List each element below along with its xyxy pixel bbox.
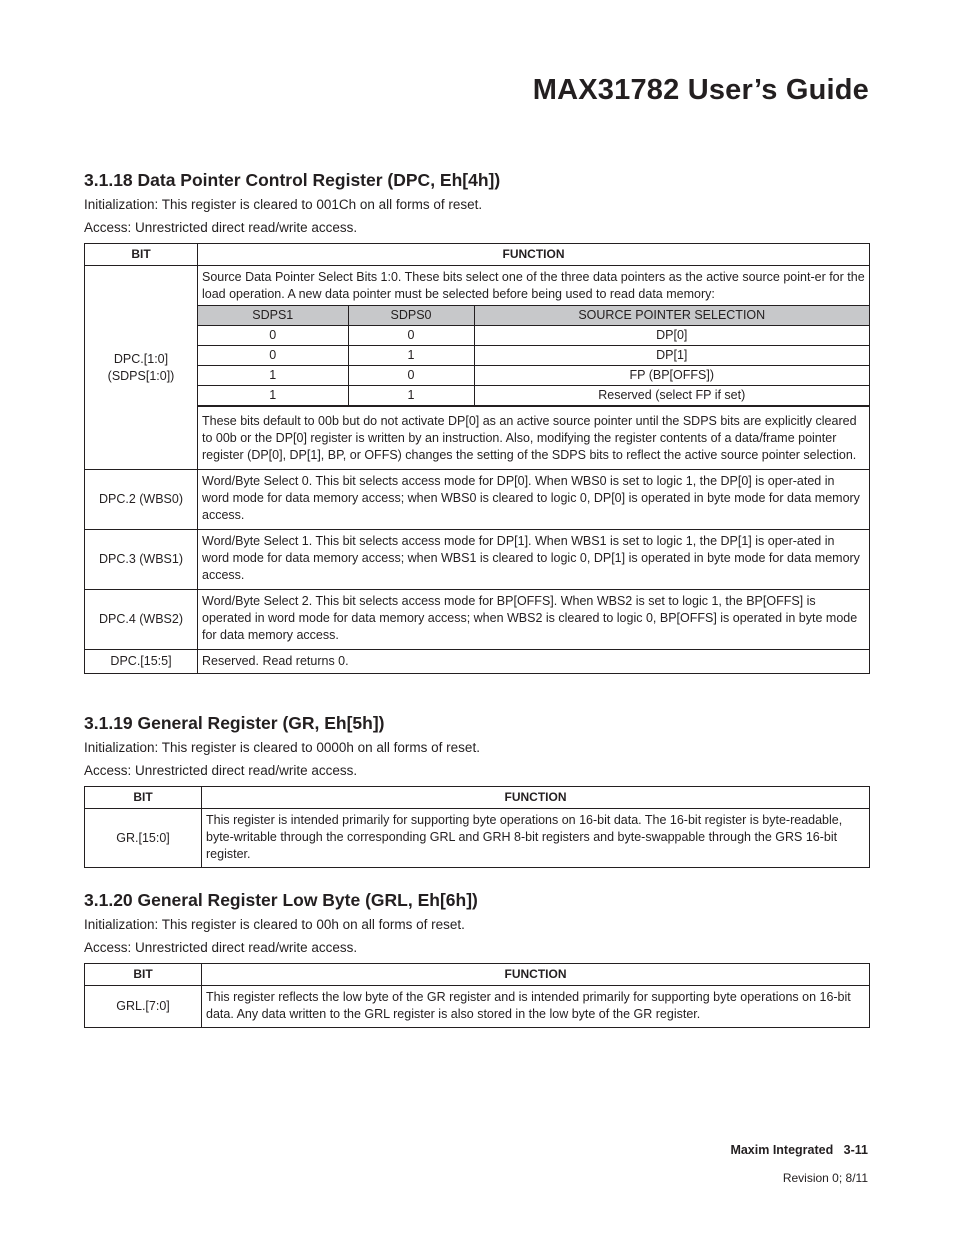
gr-table [84, 786, 870, 868]
sdps-row [198, 366, 869, 386]
dpc-row-function: Word/Byte Select 2. This bit selects access mode for BP[OFFS]. When WBS2 is set to logic 1, the BP[OFFS] is operated in word mode for data memory access; when WBS2 is cleared to logic 0, BP[OFFS] is operated in byte mode for data memory access. [198, 590, 870, 650]
sdps-cell: 0 [198, 326, 348, 346]
dpc-row-bit: DPC.4 (WBS2) [85, 590, 198, 650]
gr-heading: 3.1.19 General Register (GR, Eh[5h]) [84, 713, 385, 733]
sdps-cell: FP (BP[OFFS]) [474, 366, 869, 386]
grl-access: Access: Unrestricted direct read/write access. [84, 940, 358, 955]
dpc-row [85, 590, 870, 650]
gr-initialization: Initialization: This register is cleared to 0000h on all forms of reset. [84, 740, 480, 755]
gr-row [85, 809, 870, 868]
gr-section [84, 713, 870, 868]
sdps-cell: DP[0] [474, 326, 869, 346]
grl-section [84, 890, 870, 1028]
grl-table [84, 963, 870, 1028]
dpc-row-bit: DPC.2 (WBS0) [85, 470, 198, 530]
dpc-sdps-subtable-cell [198, 305, 870, 407]
grl-row [85, 986, 870, 1028]
dpc-row-bit: DPC.3 (WBS1) [85, 530, 198, 590]
sdps-selection-table [198, 305, 869, 406]
gr-col-function: FUNCTION [202, 787, 870, 809]
dpc-col-function: FUNCTION [198, 244, 870, 266]
sdps-cell: 0 [348, 366, 474, 386]
grl-col-bit: BIT [85, 964, 202, 986]
grl-initialization: Initialization: This register is cleared to 00h on all forms of reset. [84, 917, 465, 932]
dpc-sdps-bit-line2: (SDPS[1:0]) [107, 368, 175, 383]
dpc-section [84, 170, 870, 674]
dpc-row [85, 470, 870, 530]
sdps-cell: 1 [198, 386, 348, 406]
sdps-row [198, 386, 869, 406]
sdps-col-sdps1: SDPS1 [198, 306, 348, 326]
sdps-cell: 1 [198, 366, 348, 386]
dpc-row [85, 530, 870, 590]
sdps-cell: DP[1] [474, 346, 869, 366]
dpc-heading: 3.1.18 Data Pointer Control Register (DPC, Eh[4h]) [84, 170, 501, 190]
dpc-row-function: Word/Byte Select 0. This bit selects access mode for DP[0]. When WBS0 is set to logic 1, the DP[0] is oper-ated in word mode for data memory access; when WBS0 is cleared to logic 0, DP[0] is operated in byte mode for data memory access. [198, 470, 870, 530]
grl-row-bit: GRL.[7:0] [85, 986, 202, 1028]
sdps-cell: 0 [198, 346, 348, 366]
dpc-col-bit: BIT [85, 244, 198, 266]
dpc-row-function: Reserved. Read returns 0. [198, 650, 870, 674]
gr-access: Access: Unrestricted direct read/write access. [84, 763, 358, 778]
grl-col-function: FUNCTION [202, 964, 870, 986]
dpc-row [85, 650, 870, 674]
dpc-sdps-bit [85, 266, 198, 470]
footer-company-page: Maxim Integrated 3-11 [730, 1143, 868, 1157]
dpc-row-bit: DPC.[15:5] [85, 650, 198, 674]
sdps-row [198, 346, 869, 366]
dpc-sdps-intro: Source Data Pointer Select Bits 1:0. These bits select one of the three data pointers as the active source point-er for the load operation. A new data pointer must be selected before being used to read data memory: [198, 266, 870, 306]
sdps-row [198, 326, 869, 346]
dpc-sdps-bit-line1: DPC.[1:0] [113, 351, 169, 366]
sdps-cell: 1 [348, 346, 474, 366]
dpc-initialization: Initialization: This register is cleared to 001Ch on all forms of reset. [84, 197, 483, 212]
dpc-access: Access: Unrestricted direct read/write access. [84, 220, 358, 235]
gr-row-function: This register is intended primarily for supporting byte operations on 16-bit data. The 16-bit register is byte-readable, byte-writable through the corresponding GRL and GRH 8-bit registers and byte-swappable through the GRS 16-bit register. [202, 809, 870, 868]
dpc-table [84, 243, 870, 674]
sdps-col-sdps0: SDPS0 [348, 306, 474, 326]
grl-heading: 3.1.20 General Register Low Byte (GRL, Eh[6h]) [84, 890, 478, 910]
sdps-cell: Reserved (select FP if set) [474, 386, 869, 406]
dpc-row-function: Word/Byte Select 1. This bit selects access mode for DP[1]. When WBS1 is set to logic 1, the DP[1] is oper-ated in word mode for data memory access; when WBS1 is cleared to logic 0, DP[1] is operated in byte mode for data memory access. [198, 530, 870, 590]
sdps-col-selection: SOURCE POINTER SELECTION [474, 306, 869, 326]
sdps-cell: 1 [348, 386, 474, 406]
sdps-cell: 0 [348, 326, 474, 346]
footer-revision: Revision 0; 8/11 [782, 1171, 868, 1185]
dpc-sdps-note: These bits default to 00b but do not activate DP[0] as an active source pointer until the SDPS bits are explicitly cleared to 00b or the DP[0] register is written by an instruction. Also, modifying the register contents of a data/frame pointer register (DP[0], DP[1], BP, or OFFS) changes the setting of the SDPS bits to reflect the active source pointer selection. [198, 407, 870, 470]
document-title: MAX31782 User’s Guide [532, 74, 869, 106]
gr-row-bit: GR.[15:0] [85, 809, 202, 868]
grl-row-function: This register reflects the low byte of the GR register and is intended primarily for supporting byte operations on 16-bit data. Any data written to the GRL register is also stored in the low byte of the GR register. [202, 986, 870, 1028]
gr-col-bit: BIT [85, 787, 202, 809]
